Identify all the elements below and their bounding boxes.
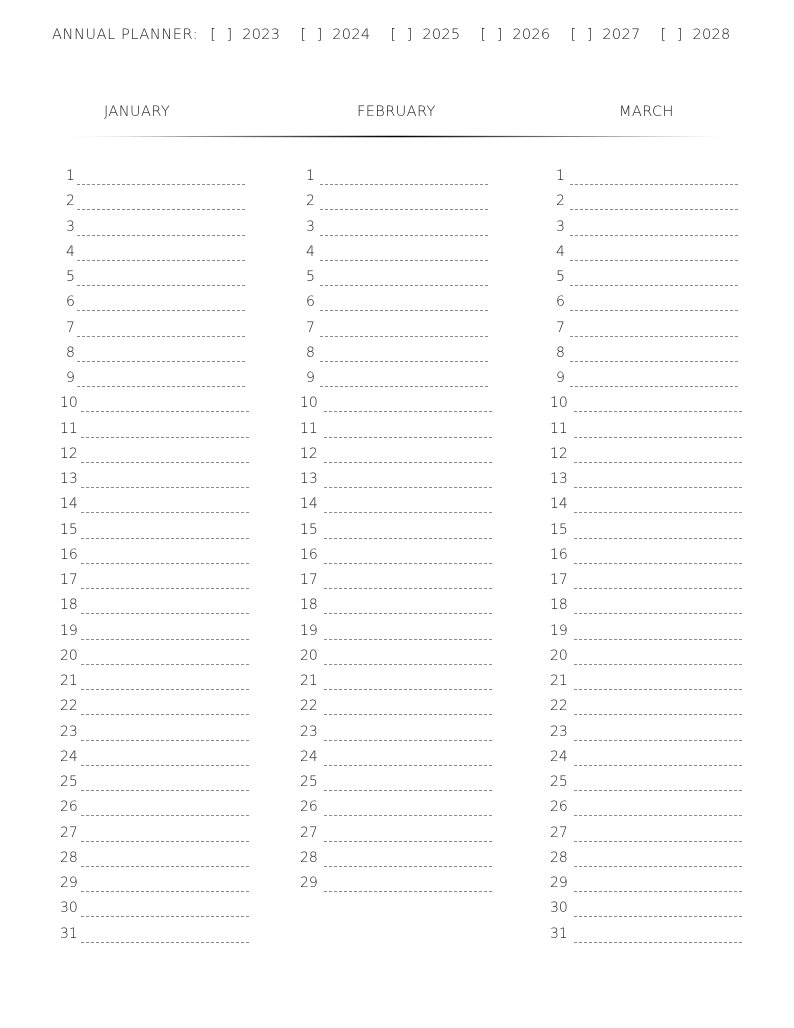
day-entry-line[interactable] xyxy=(574,639,742,640)
day-entry-line[interactable] xyxy=(77,285,245,286)
day-number: 15 xyxy=(60,521,78,538)
day-entry-line[interactable] xyxy=(81,689,249,690)
day-entry-line[interactable] xyxy=(81,815,249,816)
day-entry-line[interactable] xyxy=(324,538,492,539)
day-entry-line[interactable] xyxy=(81,437,249,438)
day-number: 8 xyxy=(66,344,75,361)
day-entry-line[interactable] xyxy=(324,815,492,816)
day-entry-line[interactable] xyxy=(81,790,249,791)
day-number: 10 xyxy=(300,395,318,412)
day-number: 23 xyxy=(60,723,78,740)
day-number: 16 xyxy=(60,546,78,563)
day-entry-line[interactable] xyxy=(77,235,245,236)
day-entry-line[interactable] xyxy=(570,285,738,286)
day-entry-line[interactable] xyxy=(324,790,492,791)
day-number: 18 xyxy=(60,597,78,614)
day-number: 14 xyxy=(550,496,568,513)
day-entry-line[interactable] xyxy=(574,588,742,589)
checkbox-icon[interactable]: [ ] xyxy=(210,27,236,43)
day-entry-line[interactable] xyxy=(574,512,742,513)
day-number: 6 xyxy=(556,294,565,311)
year-option-2023[interactable] xyxy=(210,27,280,43)
day-number: 9 xyxy=(66,370,75,386)
day-number: 16 xyxy=(550,546,568,563)
day-entry-line[interactable] xyxy=(324,664,492,665)
day-number: 22 xyxy=(550,698,568,715)
day-entry-line[interactable] xyxy=(324,411,492,412)
day-entry-line[interactable] xyxy=(81,714,249,715)
day-entry-line[interactable] xyxy=(570,235,738,236)
day-entry-line[interactable] xyxy=(81,512,249,513)
day-number: 13 xyxy=(60,471,78,487)
day-number: 13 xyxy=(300,471,318,487)
day-number: 8 xyxy=(556,344,565,361)
day-number: 23 xyxy=(550,723,568,740)
day-entry-line[interactable] xyxy=(324,841,492,842)
day-number: 29 xyxy=(60,875,78,891)
day-number: 24 xyxy=(300,748,318,765)
day-number: 24 xyxy=(60,748,78,765)
day-number: 9 xyxy=(556,370,565,386)
day-entry-line[interactable] xyxy=(324,639,492,640)
day-entry-line[interactable] xyxy=(570,209,738,210)
day-number: 18 xyxy=(550,597,568,614)
day-entry-line[interactable] xyxy=(324,512,492,513)
day-number: 11 xyxy=(300,420,318,437)
day-number: 12 xyxy=(60,445,78,462)
day-entry-line[interactable] xyxy=(574,916,742,917)
day-entry-line[interactable] xyxy=(77,310,245,311)
day-entry-line[interactable] xyxy=(324,563,492,564)
day-entry-line[interactable] xyxy=(81,866,249,867)
day-entry-line[interactable] xyxy=(570,361,738,362)
day-entry-line[interactable] xyxy=(81,942,249,943)
day-number: 26 xyxy=(550,799,568,816)
year-label: 2027 xyxy=(602,27,641,43)
day-number: 12 xyxy=(300,445,318,462)
day-number: 19 xyxy=(300,622,318,639)
day-number: 17 xyxy=(300,572,318,588)
day-entry-line[interactable] xyxy=(574,765,742,766)
day-number: 4 xyxy=(556,243,565,260)
day-number: 6 xyxy=(306,294,315,311)
month-heading-march: MARCH xyxy=(619,104,674,120)
day-number: 1 xyxy=(306,168,315,184)
day-number: 1 xyxy=(66,168,75,184)
day-entry-line[interactable] xyxy=(324,866,492,867)
day-entry-line[interactable] xyxy=(320,386,488,387)
day-number: 11 xyxy=(550,420,568,437)
day-entry-line[interactable] xyxy=(320,336,488,337)
day-number: 26 xyxy=(60,799,78,816)
day-entry-line[interactable] xyxy=(81,462,249,463)
day-entry-line[interactable] xyxy=(574,462,742,463)
day-number: 7 xyxy=(306,319,315,336)
day-entry-line[interactable] xyxy=(574,790,742,791)
day-entry-line[interactable] xyxy=(574,411,742,412)
day-entry-line[interactable] xyxy=(570,336,738,337)
day-entry-line[interactable] xyxy=(324,765,492,766)
day-number: 3 xyxy=(556,218,565,235)
day-number: 10 xyxy=(550,395,568,412)
day-entry-line[interactable] xyxy=(574,866,742,867)
year-option-2025[interactable] xyxy=(390,27,460,43)
day-number: 31 xyxy=(550,925,568,942)
day-entry-line[interactable] xyxy=(81,891,249,892)
day-entry-line[interactable] xyxy=(574,740,742,741)
day-entry-line[interactable] xyxy=(320,361,488,362)
day-number: 25 xyxy=(550,774,568,790)
day-number: 28 xyxy=(550,849,568,866)
year-label: 2024 xyxy=(332,27,371,43)
day-number: 6 xyxy=(66,294,75,311)
day-entry-line[interactable] xyxy=(324,613,492,614)
day-number: 14 xyxy=(300,496,318,513)
day-number: 27 xyxy=(300,824,318,841)
day-number: 20 xyxy=(300,647,318,664)
day-entry-line[interactable] xyxy=(570,260,738,261)
day-number: 1 xyxy=(556,168,565,184)
day-number: 21 xyxy=(60,673,78,689)
day-number: 2 xyxy=(306,193,315,210)
day-number: 4 xyxy=(306,243,315,260)
day-number: 14 xyxy=(60,496,78,513)
day-entry-line[interactable] xyxy=(574,841,742,842)
checkbox-icon[interactable]: [ ] xyxy=(300,27,326,43)
day-number: 26 xyxy=(300,799,318,816)
day-entry-line[interactable] xyxy=(77,361,245,362)
year-label: 2028 xyxy=(692,27,731,43)
day-number: 16 xyxy=(300,546,318,563)
day-entry-line[interactable] xyxy=(324,437,492,438)
day-number: 23 xyxy=(300,723,318,740)
day-number: 27 xyxy=(550,824,568,841)
day-entry-line[interactable] xyxy=(77,336,245,337)
day-number: 22 xyxy=(60,698,78,715)
day-entry-line[interactable] xyxy=(570,386,738,387)
day-number: 29 xyxy=(300,875,318,891)
day-entry-line[interactable] xyxy=(574,714,742,715)
day-number: 9 xyxy=(306,370,315,386)
day-number: 29 xyxy=(550,875,568,891)
day-entry-line[interactable] xyxy=(574,613,742,614)
day-entry-line[interactable] xyxy=(81,664,249,665)
year-label: 2025 xyxy=(422,27,461,43)
day-number: 17 xyxy=(550,572,568,588)
planner-title: ANNUAL PLANNER: xyxy=(52,27,199,43)
day-entry-line[interactable] xyxy=(320,260,488,261)
day-number: 27 xyxy=(60,824,78,841)
day-entry-line[interactable] xyxy=(574,942,742,943)
day-entry-line[interactable] xyxy=(81,740,249,741)
year-label: 2023 xyxy=(242,27,281,43)
year-option-2026[interactable] xyxy=(480,27,550,43)
day-number: 19 xyxy=(60,622,78,639)
year-label: 2026 xyxy=(512,27,551,43)
day-number: 28 xyxy=(300,849,318,866)
day-entry-line[interactable] xyxy=(570,310,738,311)
day-number: 5 xyxy=(306,269,315,285)
month-heading-january: JANUARY xyxy=(104,104,171,120)
day-entry-line[interactable] xyxy=(81,563,249,564)
checkbox-icon[interactable]: [ ] xyxy=(480,27,506,43)
day-entry-line[interactable] xyxy=(574,563,742,564)
day-number: 2 xyxy=(556,193,565,210)
day-number: 7 xyxy=(66,319,75,336)
day-entry-line[interactable] xyxy=(81,538,249,539)
month-headings xyxy=(0,104,794,128)
day-entry-line[interactable] xyxy=(81,588,249,589)
day-entry-line[interactable] xyxy=(320,235,488,236)
day-number: 25 xyxy=(60,774,78,790)
day-number: 15 xyxy=(300,521,318,538)
day-entry-line[interactable] xyxy=(81,916,249,917)
day-number: 3 xyxy=(306,218,315,235)
checkbox-icon[interactable]: [ ] xyxy=(570,27,596,43)
day-entry-line[interactable] xyxy=(574,891,742,892)
day-number: 11 xyxy=(60,420,78,437)
day-number: 30 xyxy=(60,900,78,917)
day-number: 5 xyxy=(556,269,565,285)
day-entry-line[interactable] xyxy=(324,588,492,589)
day-number: 20 xyxy=(60,647,78,664)
day-entry-line[interactable] xyxy=(320,184,488,185)
day-entry-line[interactable] xyxy=(570,184,738,185)
year-option-2027[interactable] xyxy=(570,27,640,43)
day-entry-line[interactable] xyxy=(324,891,492,892)
day-number: 30 xyxy=(550,900,568,917)
day-entry-line[interactable] xyxy=(77,209,245,210)
day-entry-line[interactable] xyxy=(324,689,492,690)
day-number: 13 xyxy=(550,471,568,487)
day-entry-line[interactable] xyxy=(574,437,742,438)
day-entry-line[interactable] xyxy=(81,411,249,412)
day-entry-line[interactable] xyxy=(574,487,742,488)
header-divider xyxy=(62,135,730,138)
day-number: 3 xyxy=(66,218,75,235)
day-entry-line[interactable] xyxy=(320,209,488,210)
month-heading-february: FEBRUARY xyxy=(357,104,436,120)
day-entry-line[interactable] xyxy=(81,487,249,488)
day-number: 31 xyxy=(60,925,78,942)
day-number: 4 xyxy=(66,243,75,260)
day-number: 2 xyxy=(66,193,75,210)
day-entry-line[interactable] xyxy=(81,841,249,842)
day-number: 5 xyxy=(66,269,75,285)
day-entry-line[interactable] xyxy=(81,765,249,766)
day-number: 20 xyxy=(550,647,568,664)
day-number: 10 xyxy=(60,395,78,412)
day-number: 28 xyxy=(60,849,78,866)
day-entry-line[interactable] xyxy=(81,613,249,614)
day-number: 25 xyxy=(300,774,318,790)
day-entry-line[interactable] xyxy=(324,462,492,463)
day-number: 8 xyxy=(306,344,315,361)
day-entry-line[interactable] xyxy=(77,260,245,261)
day-entry-line[interactable] xyxy=(320,285,488,286)
day-entry-line[interactable] xyxy=(324,740,492,741)
day-entry-line[interactable] xyxy=(574,689,742,690)
day-entry-line[interactable] xyxy=(77,386,245,387)
day-number: 19 xyxy=(550,622,568,639)
planner-header xyxy=(52,27,751,43)
checkbox-icon[interactable]: [ ] xyxy=(660,27,686,43)
year-option-2024[interactable] xyxy=(300,27,370,43)
day-number: 21 xyxy=(300,673,318,689)
day-number: 12 xyxy=(550,445,568,462)
day-number: 21 xyxy=(550,673,568,689)
day-entry-line[interactable] xyxy=(81,639,249,640)
day-entry-line[interactable] xyxy=(574,815,742,816)
year-option-2028[interactable] xyxy=(661,27,731,43)
day-entry-line[interactable] xyxy=(320,310,488,311)
day-entry-line[interactable] xyxy=(574,664,742,665)
day-number: 22 xyxy=(300,698,318,715)
checkbox-icon[interactable]: [ ] xyxy=(390,27,416,43)
day-entry-line[interactable] xyxy=(77,184,245,185)
day-entry-line[interactable] xyxy=(324,714,492,715)
day-number: 24 xyxy=(550,748,568,765)
day-number: 17 xyxy=(60,572,78,588)
day-number: 15 xyxy=(550,521,568,538)
day-entry-line[interactable] xyxy=(324,487,492,488)
day-number: 7 xyxy=(556,319,565,336)
day-number: 18 xyxy=(300,597,318,614)
day-entry-line[interactable] xyxy=(574,538,742,539)
